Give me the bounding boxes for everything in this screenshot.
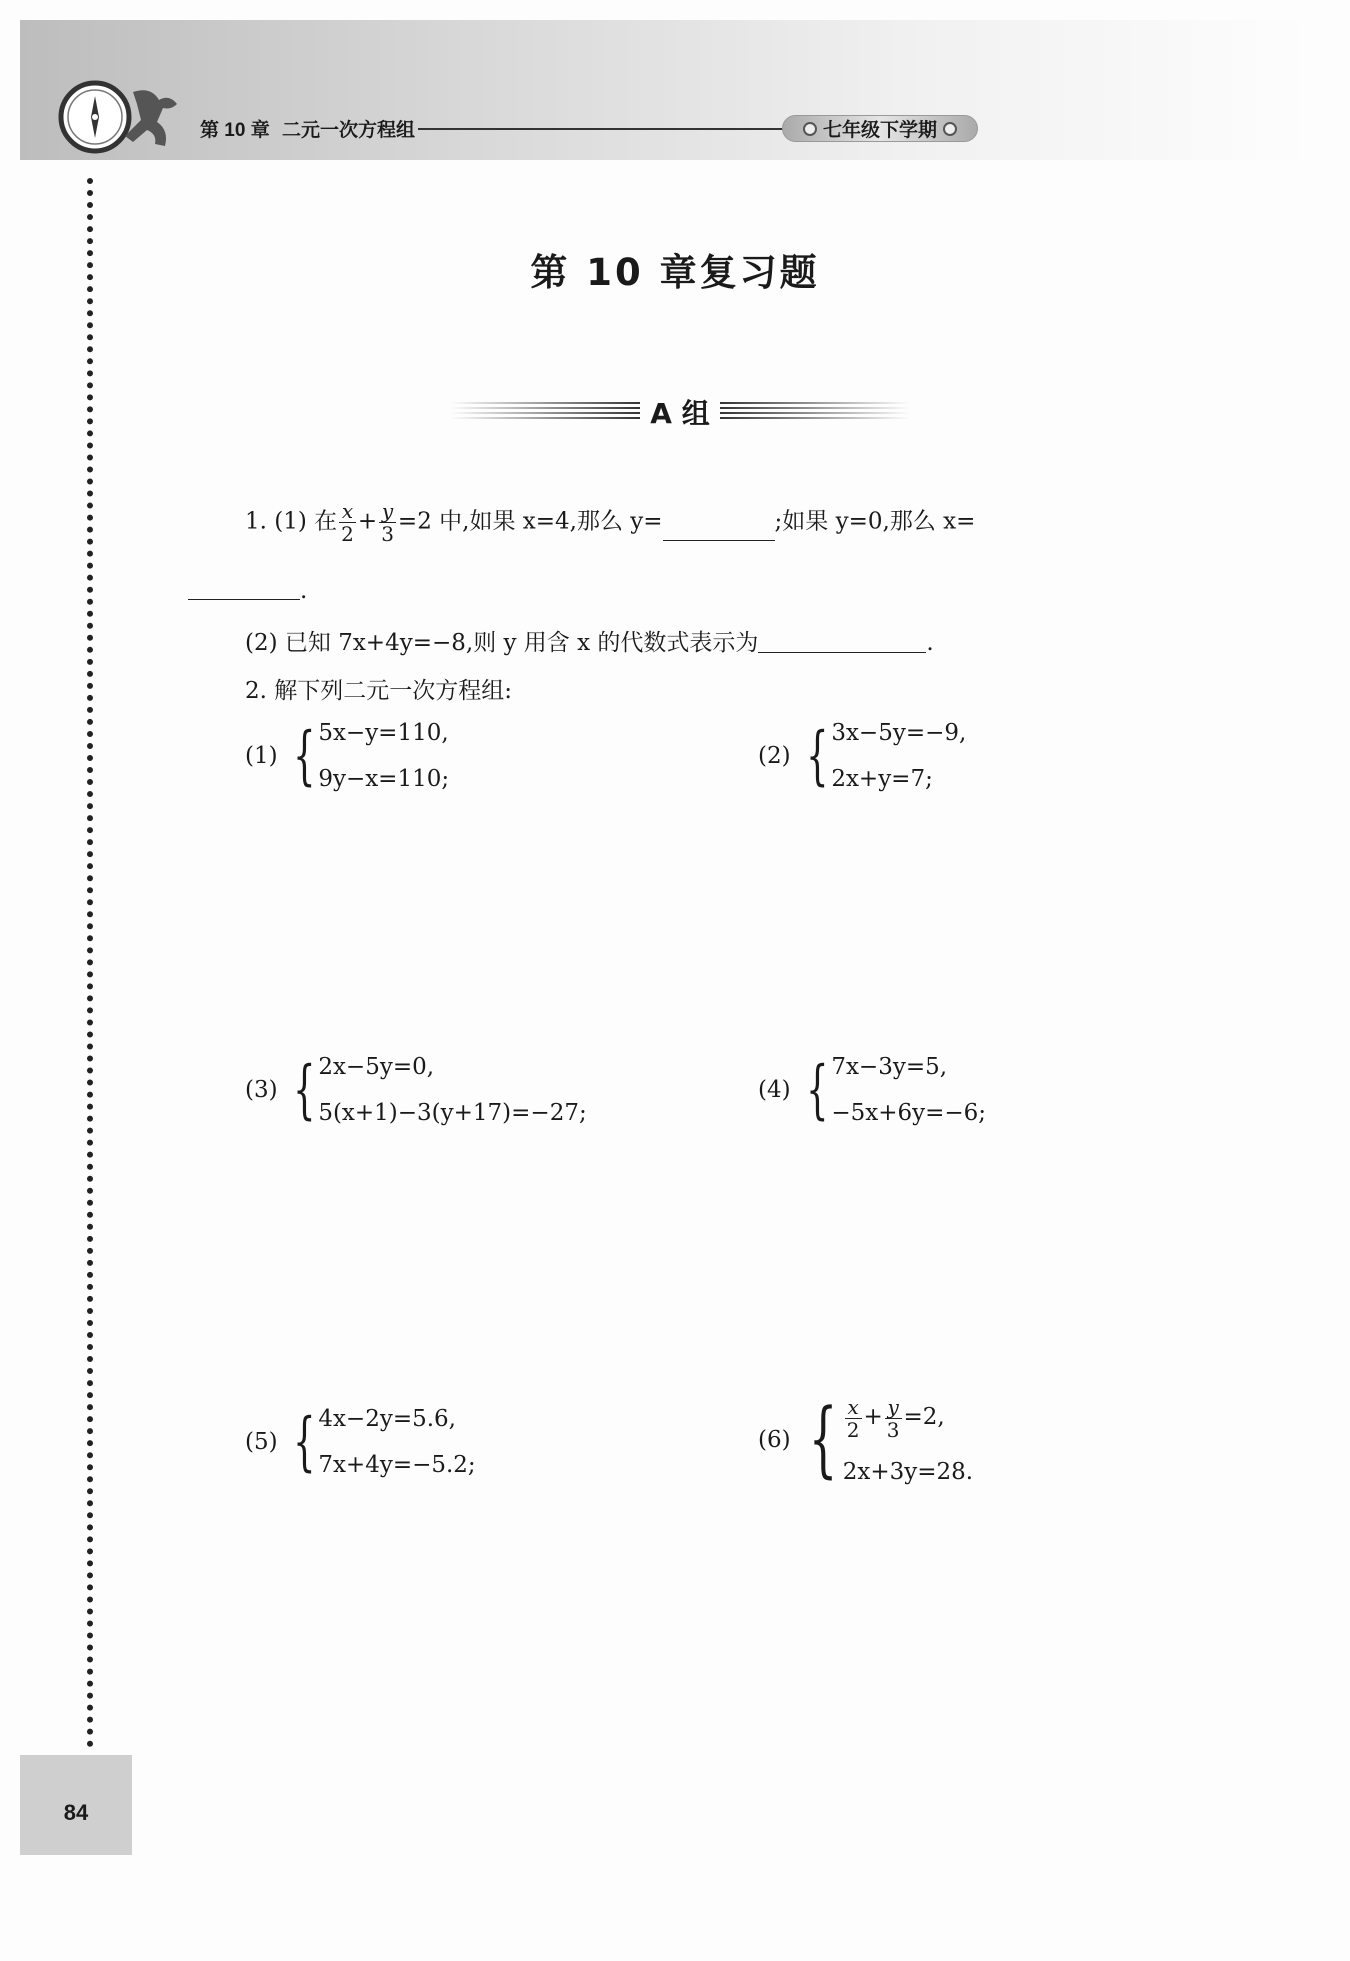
page-number: 84 (63, 1800, 89, 1825)
equation (843, 1385, 973, 1449)
q1-part-label: (1) (274, 508, 307, 535)
system-1 (245, 710, 449, 802)
grade-badge (782, 115, 978, 142)
q1-condition: x=4 (522, 508, 570, 535)
system-4 (758, 1044, 986, 1136)
group-label: A 组 (650, 397, 710, 430)
question-2-intro: 2. 解下列二元一次方程组: (245, 678, 513, 704)
grade-label: 七年级下学期 (822, 120, 937, 141)
left-brace-icon: { (805, 1053, 829, 1127)
equation: 7x+4y=−5.2; (318, 1452, 476, 1478)
system-3 (245, 1044, 587, 1136)
equation-tail: =2, (903, 1404, 945, 1430)
equation: 9y−x=110; (318, 766, 450, 792)
equation: 5(x+1)−3(y+17)=−27; (318, 1100, 587, 1126)
left-brace-icon: { (805, 719, 829, 793)
system-2 (758, 710, 966, 802)
system-5 (245, 1396, 476, 1488)
q1-text-eq: =2 中,如果 (397, 508, 523, 535)
q1-text-in: 在 (314, 508, 338, 535)
system-label: (2) (758, 743, 791, 769)
system-label: (1) (245, 743, 278, 769)
header-rule (418, 128, 788, 130)
compass-runner-logo-icon (55, 72, 195, 162)
group-heading (450, 392, 910, 432)
circle-icon (943, 122, 957, 136)
answer-blank-y[interactable] (663, 540, 775, 541)
equation: 2x+3y=28. (842, 1459, 974, 1485)
header-chapter-title: 二元一次方程组 (282, 120, 416, 141)
system-label: (4) (758, 1077, 791, 1103)
equation: 4x−2y=5.6, (318, 1406, 456, 1432)
left-brace-icon: { (292, 1053, 316, 1127)
answer-blank-expression[interactable] (758, 652, 926, 653)
left-brace-icon: { (292, 719, 316, 793)
dotted-margin-line (87, 178, 93, 1748)
question-1-part-1 (245, 500, 975, 545)
header-chapter: 第 10 章 (200, 120, 270, 141)
fraction-y-over-3: $\frac{y}{3}$ (381, 499, 394, 546)
q1-part-2-end: . (926, 630, 934, 656)
fraction-x-over-2: $\frac{x}{2}$ (846, 1394, 860, 1442)
q1-end: . (300, 578, 308, 604)
equation: 3x−5y=−9, (831, 720, 967, 746)
question-1-part-1-cont (188, 578, 307, 604)
left-brace-icon: { (808, 1392, 838, 1487)
circle-icon (803, 122, 817, 136)
system-label: (6) (758, 1427, 791, 1453)
q1-part-2-text: (2) 已知 7x+4y=−8,则 y 用含 x 的代数式表示为 (245, 630, 759, 656)
equation: 5x−y=110, (318, 720, 449, 746)
equation: −5x+6y=−6; (831, 1100, 987, 1126)
left-brace-icon: { (292, 1405, 316, 1479)
system-6 (758, 1385, 973, 1495)
equation: 2x+y=7; (831, 766, 933, 792)
plus-sign: + (863, 1404, 883, 1430)
plus-sign: + (357, 508, 378, 535)
equation: 2x−5y=0, (318, 1054, 435, 1080)
page-title: 第 10 章复习题 (530, 251, 820, 294)
answer-blank-x[interactable] (188, 599, 300, 600)
q1-number: 1. (245, 508, 267, 535)
equation: 7x−3y=5, (831, 1054, 948, 1080)
fraction-x-over-2: $\frac{x}{2}$ (341, 499, 354, 546)
system-label: (3) (245, 1077, 278, 1103)
fraction-y-over-3: $\frac{y}{3}$ (886, 1394, 900, 1442)
q1-text-mid: ;如果 y=0,那么 x= (774, 508, 976, 535)
system-label: (5) (245, 1429, 278, 1455)
q1-then-y: ,那么 y= (569, 508, 663, 535)
question-1-part-2 (245, 624, 934, 657)
